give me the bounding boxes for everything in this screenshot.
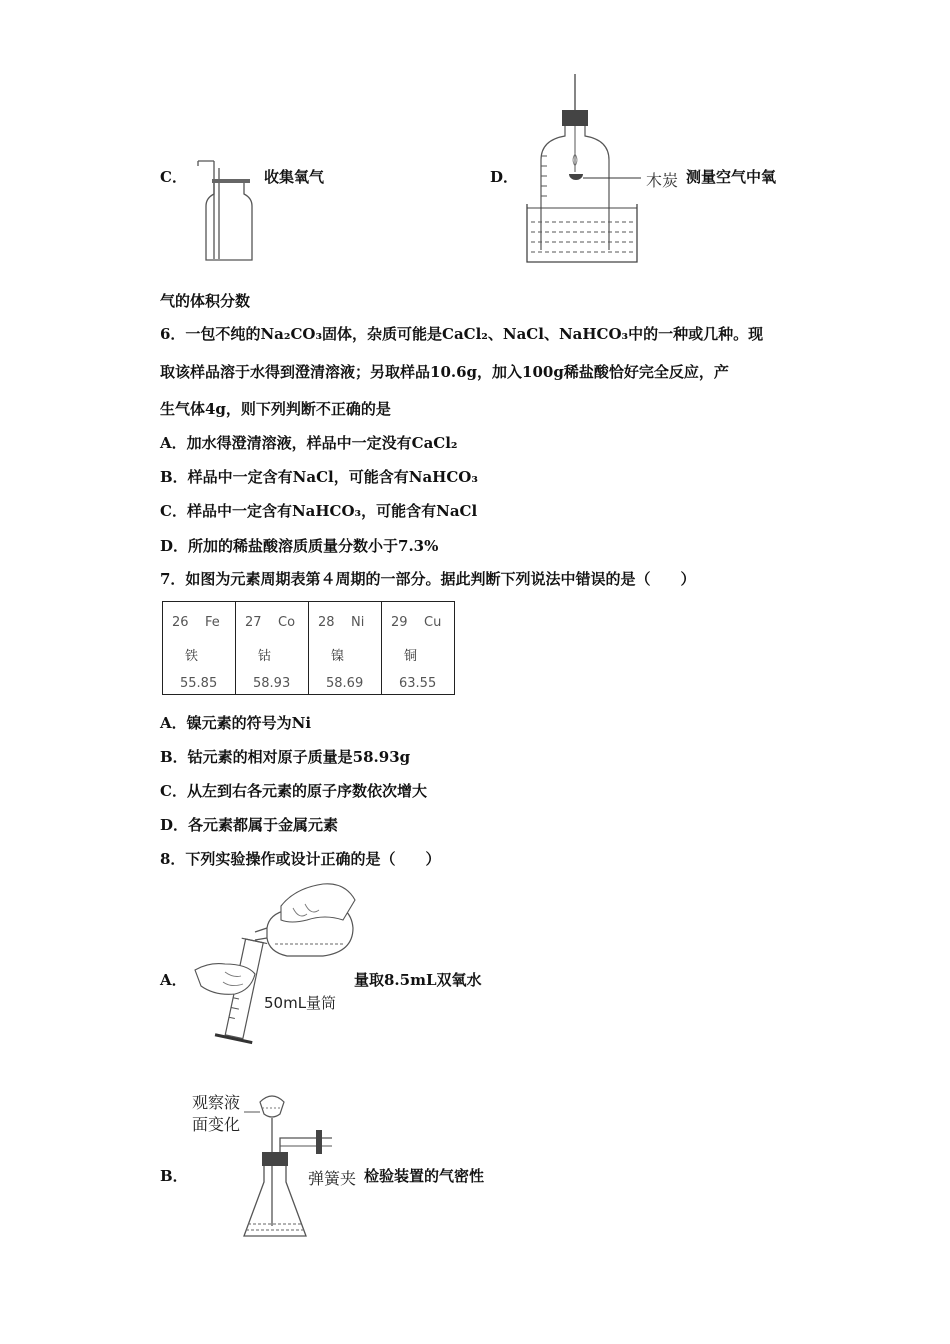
element-symbol: Co xyxy=(278,615,296,630)
charcoal-label: 木炭 xyxy=(646,171,679,190)
option-c-caption: 收集氧气 xyxy=(264,168,325,186)
q7-option-b: B．钴元素的相对原子质量是58.93g xyxy=(160,748,411,766)
element-cell xyxy=(236,602,309,695)
q7-stem: 7．如图为元素周期表第４周期的一部分。据此判断下列说法中错误的是（ ） xyxy=(160,570,696,588)
q8-option-b-letter: B． xyxy=(160,1167,188,1185)
cylinder-label: 50mL量筒 xyxy=(264,994,337,1012)
option-c-letter: C． xyxy=(160,168,187,186)
oxygen-volume-apparatus xyxy=(525,74,645,264)
gas-bottle-diagram xyxy=(190,158,260,264)
atomic-mass: 58.93 xyxy=(253,676,291,691)
element-name: 铜 xyxy=(404,649,418,664)
periodic-table-fragment xyxy=(162,601,455,695)
atomic-number: 29 xyxy=(391,615,408,630)
q6-option-a: A．加水得澄清溶液，样品中一定没有CaCl₂ xyxy=(160,434,458,452)
observe-label-line-2: 面变化 xyxy=(192,1115,241,1134)
atomic-number: 27 xyxy=(245,615,262,630)
q8-stem: 8．下列实验操作或设计正确的是（ ） xyxy=(160,850,441,868)
element-symbol: Fe xyxy=(205,615,220,630)
atomic-mass: 58.69 xyxy=(326,676,364,691)
atomic-mass: 63.55 xyxy=(399,676,437,691)
element-cell xyxy=(382,602,455,695)
q6-stem-line-1: 6．一包不纯的Na₂CO₃固体，杂质可能是CaCl₂、NaCl、NaHCO₃中的一种或几种。现 xyxy=(160,325,764,343)
option-d-letter: D． xyxy=(490,168,519,186)
atomic-number: 28 xyxy=(318,615,335,630)
element-symbol: Cu xyxy=(424,615,442,630)
element-symbol: Ni xyxy=(351,615,365,630)
q7-option-c: C．从左到右各元素的原子序数依次增大 xyxy=(160,782,427,800)
q7-option-d: D．各元素都属于金属元素 xyxy=(160,816,339,834)
element-name: 镍 xyxy=(331,649,345,664)
q6-stem-line-2: 取该样品溶于水得到澄清溶液；另取样品10.6g，加入100g稀盐酸恰好完全反应，产 xyxy=(160,363,729,381)
option-d-caption: 测量空气中氧 xyxy=(686,168,777,186)
q6-option-d: D．所加的稀盐酸溶质质量分数小于7.3% xyxy=(160,537,439,555)
q6-option-b: B．样品中一定含有NaCl，可能含有NaHCO₃ xyxy=(160,468,478,486)
measuring-cylinder-illustration xyxy=(195,880,360,1050)
q8-option-a-letter: A． xyxy=(160,971,187,989)
option-d-caption-continued: 气的体积分数 xyxy=(160,292,251,310)
q8-option-b-caption: 检验装置的气密性 xyxy=(364,1167,485,1185)
element-name: 铁 xyxy=(185,649,199,664)
element-cell xyxy=(163,602,236,695)
observe-label-line-1: 观察液 xyxy=(192,1093,241,1112)
q6-option-c: C．样品中一定含有NaHCO₃，可能含有NaCl xyxy=(160,502,478,520)
clamp-label: 弹簧夹 xyxy=(308,1169,357,1188)
q7-option-a: A．镍元素的符号为Ni xyxy=(160,714,312,732)
element-name: 钴 xyxy=(258,649,272,664)
element-cell xyxy=(309,602,382,695)
q8-option-a-caption: 量取8.5mL双氧水 xyxy=(354,971,482,989)
q6-stem-line-3: 生气体4g，则下列判断不正确的是 xyxy=(160,400,391,418)
atomic-mass: 55.85 xyxy=(180,676,218,691)
atomic-number: 26 xyxy=(172,615,189,630)
